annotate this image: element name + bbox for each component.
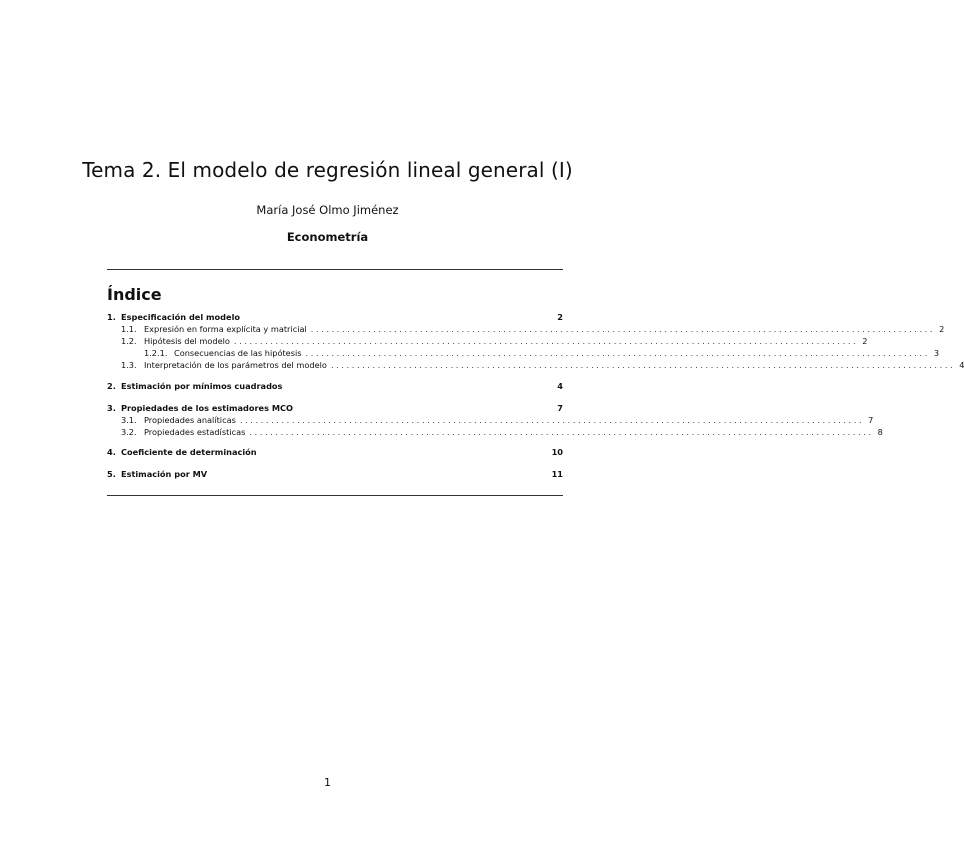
toc-entry[interactable]: [107, 324, 945, 335]
toc-dot-leader: ........................................................................................................................: [305, 348, 930, 358]
author-name: María José Olmo Jiménez: [256, 203, 399, 217]
toc-dot-leader: ........................................................................................................................: [239, 415, 865, 425]
toc-entry-page: 10: [551, 447, 563, 457]
toc-entry[interactable]: [107, 415, 874, 426]
toc-entry[interactable]: [107, 469, 563, 480]
toc-entry-number: 3.1.: [121, 415, 137, 425]
toc-entry[interactable]: [107, 381, 563, 392]
toc-entry-number: 3.: [107, 403, 116, 413]
toc-entry-page: 3: [933, 348, 940, 358]
toc-dot-leader: ........................................................................................................................: [310, 324, 936, 334]
toc-entry-page: 4: [557, 381, 563, 391]
toc-entry[interactable]: [107, 360, 964, 371]
toc-entry-page: 4: [959, 360, 964, 370]
toc-entry-number: 1.2.: [121, 336, 137, 346]
toc-entry-number: 1.2.1.: [144, 348, 168, 358]
toc-dot-leader: ........................................................................................................................: [249, 427, 874, 437]
toc-entry-label: Consecuencias de las hipótesis: [174, 348, 302, 358]
toc-entry-number: 1.3.: [121, 360, 137, 370]
toc-heading: Índice: [107, 285, 162, 304]
toc-entry[interactable]: [107, 447, 563, 458]
toc-entry-page: 2: [862, 336, 868, 346]
toc-entry-label: Estimación por MV: [121, 469, 208, 479]
toc-entry-page: 7: [557, 403, 563, 413]
toc-entry-label: Propiedades de los estimadores MCO: [121, 403, 293, 413]
toc-entry-number: 3.2.: [121, 427, 137, 437]
toc-entry[interactable]: [107, 348, 940, 359]
toc-entry-label: Interpretación de los parámetros del modelo: [144, 360, 327, 370]
page-number: 1: [324, 776, 331, 789]
toc-entry-page: 7: [868, 415, 874, 425]
toc-entry-number: 1.1.: [121, 324, 137, 334]
top-divider: [107, 269, 563, 270]
toc-entry-label: Estimación por mínimos cuadrados: [121, 381, 283, 391]
toc-entry-label: Hipótesis del modelo: [144, 336, 230, 346]
toc-entry-label: Expresión en forma explícita y matricial: [144, 324, 307, 334]
toc-entry-label: Propiedades analíticas: [144, 415, 236, 425]
toc-entry[interactable]: [107, 336, 868, 347]
toc-entry-page: 11: [551, 469, 563, 479]
toc-entry-label: Coeficiente de determinación: [121, 447, 257, 457]
toc-entry[interactable]: [107, 427, 883, 438]
toc-entry-number: 1.: [107, 312, 116, 322]
toc-entry-page: 2: [939, 324, 945, 334]
course-name: Econometría: [286, 230, 369, 244]
toc-entry-page: 8: [877, 427, 883, 437]
bottom-divider: [107, 495, 563, 496]
toc-entry-page: 2: [557, 312, 563, 322]
toc-entry-number: 2.: [107, 381, 116, 391]
toc-entry-number: 5.: [107, 469, 116, 479]
toc-dot-leader: ........................................................................................................................: [233, 336, 859, 346]
document-title: Tema 2. El modelo de regresión lineal general (I): [82, 158, 573, 182]
toc-entry-number: 4.: [107, 447, 116, 457]
toc-entry-label: Propiedades estadísticas: [144, 427, 246, 437]
toc-entry[interactable]: [107, 312, 563, 323]
toc-entry[interactable]: [107, 403, 563, 414]
toc-dot-leader: ........................................................................................................................: [330, 360, 956, 370]
toc-entry-label: Especificación del modelo: [121, 312, 241, 322]
